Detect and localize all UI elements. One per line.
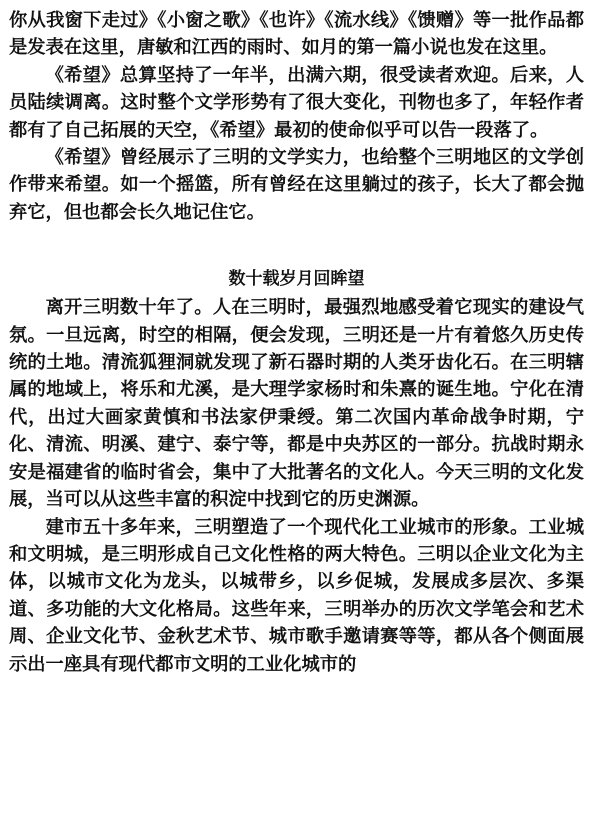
body-paragraph: 《希望》曾经展示了三明的文学实力，也给整个三明地区的文学创作带来希望。如一个摇篮，所有曾经在这里躺过的孩子，长大了都会抛弃它，但也都会长久地记住它。 (9, 147, 584, 223)
section-heading: 数十载岁月回眸望 (228, 269, 365, 290)
body-paragraph: 建市五十多年来，三明塑造了一个现代化工业城市的形象。工业城和文明城，是三明形成自己文化性格的两大特色。三明以企业文化为主体，以城市文化为龙头，以城带乡，以乡促城，发展成多层次、多渠道、多功能的大文化格局。这些年来，三明举办的历次文学笔会和艺术周、企业文化节、金秋艺术节、城市歌手邀请赛等等，都从各个侧面展示出一座具有现代都市文明的工业化城市的 (9, 516, 584, 675)
body-paragraph: 《希望》总算坚持了一年半，出满六期，很受读者欢迎。后来，人员陆续调离。这时整个文学形势有了很大变化，刊物也多了，年轻作者都有了自己拓展的天空，《希望》最初的使命似乎可以告一段落了。 (9, 64, 584, 141)
body-paragraph: 离开三明数十年了。人在三明时，最强烈地感受着它现实的建设气氛。一旦远离，时空的相隔，便会发现，三明还是一片有着悠久历史传统的土地。清流狐狸洞就发现了新石器时期的人类牙齿化石。在三明辖属的地域上，将乐和尤溪，是大理学家杨时和朱熹的诞生地。宁化在清代，出过大画家黄慎和书法家伊秉绶。第二次国内革命战争时期，宁化、清流、明溪、建宁、泰宁等，都是中央苏区的一部分。抗战时期永安是福建省的临时省会，集中了大批著名的文化人。今天三明的文化发展，当可以从这些丰富的积淀中找到它的历史渊源。 (9, 297, 584, 511)
continuation-paragraph: 你从我窗下走过》《小窗之歌》《也许》《流水线》《馈赠》等一批作品都是发表在这里，唐敏和江西的雨时、如月的第一篇小说也发在这里。 (9, 10, 584, 59)
section-spacer (9, 226, 584, 266)
